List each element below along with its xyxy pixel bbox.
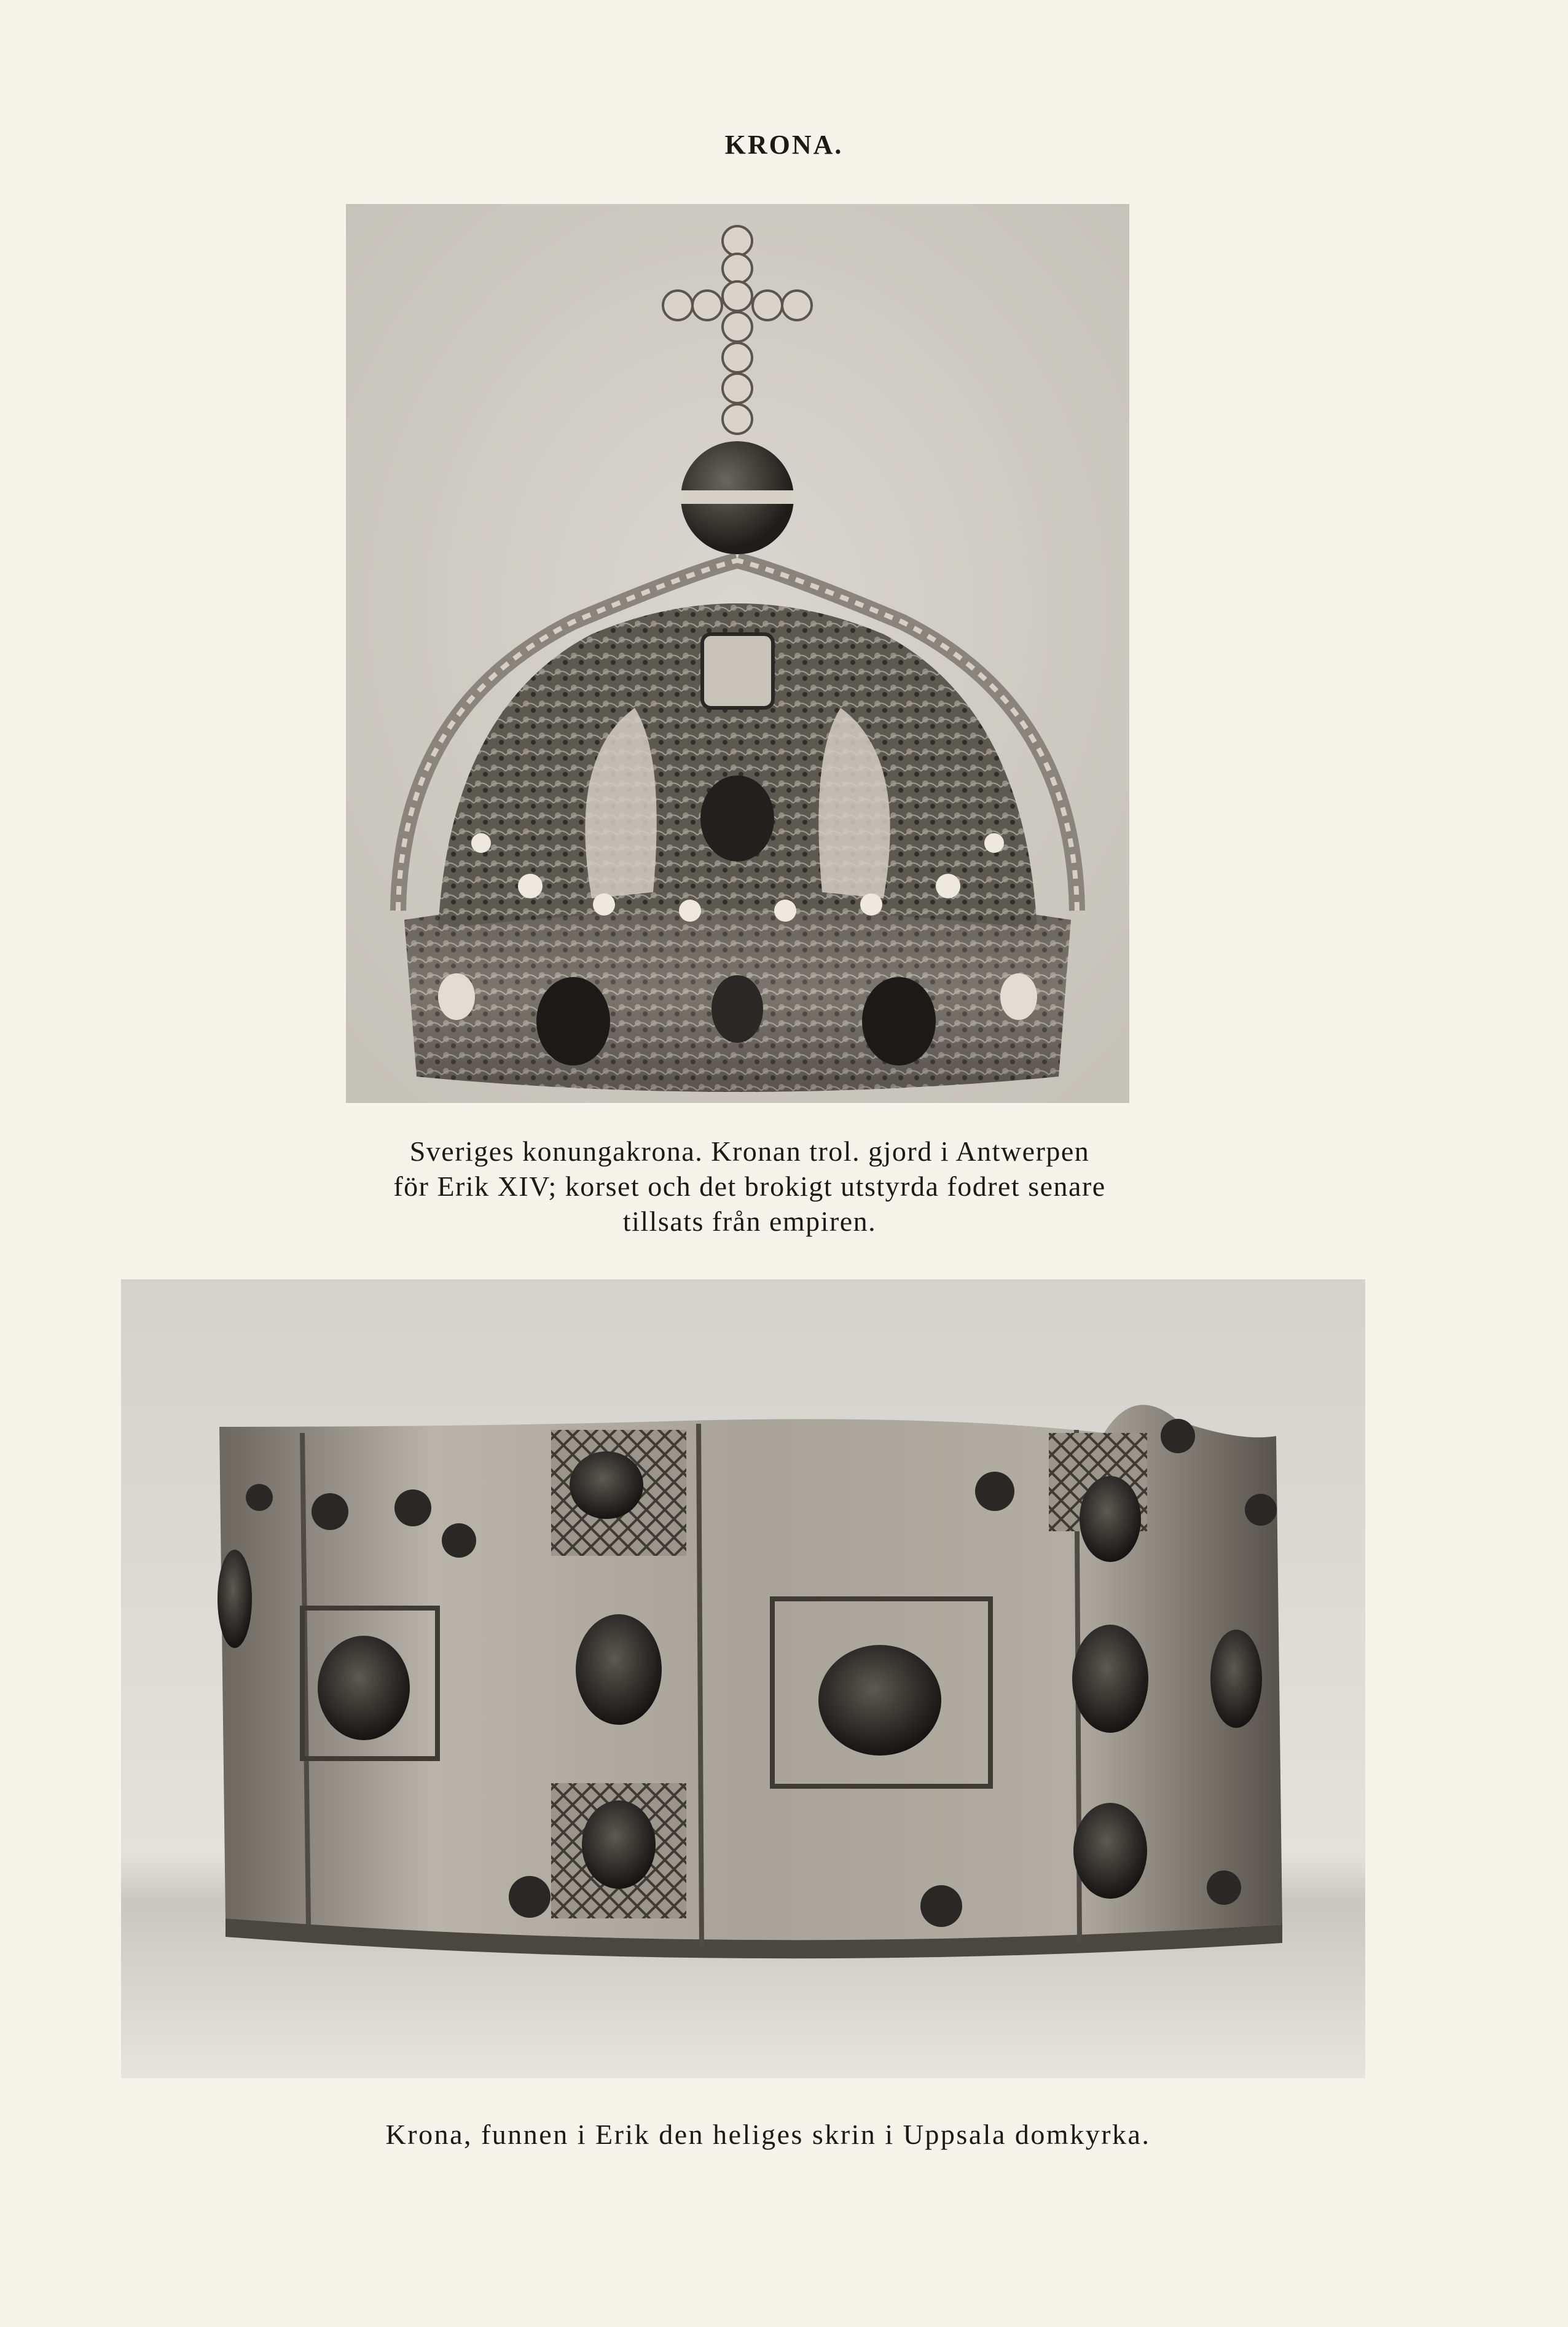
royal-crown-photograph <box>346 204 1129 1103</box>
page-title: KRONA. <box>724 130 844 160</box>
caption-line: tillsats från empiren. <box>622 1206 877 1237</box>
caption-line: Krona, funnen i Erik den heliges skrin i Uppsala domkyrka. <box>385 2119 1151 2150</box>
medieval-crown-caption <box>184 2117 1352 2152</box>
royal-crown-caption <box>295 1134 1204 1239</box>
caption-line: Sveriges konungakrona. Kronan trol. gjord i Antwerpen <box>409 1136 1090 1167</box>
caption-line: för Erik XIV; korset och det brokigt utstyrda fodret senare <box>393 1171 1106 1202</box>
medieval-crown-photograph <box>121 1279 1365 2078</box>
